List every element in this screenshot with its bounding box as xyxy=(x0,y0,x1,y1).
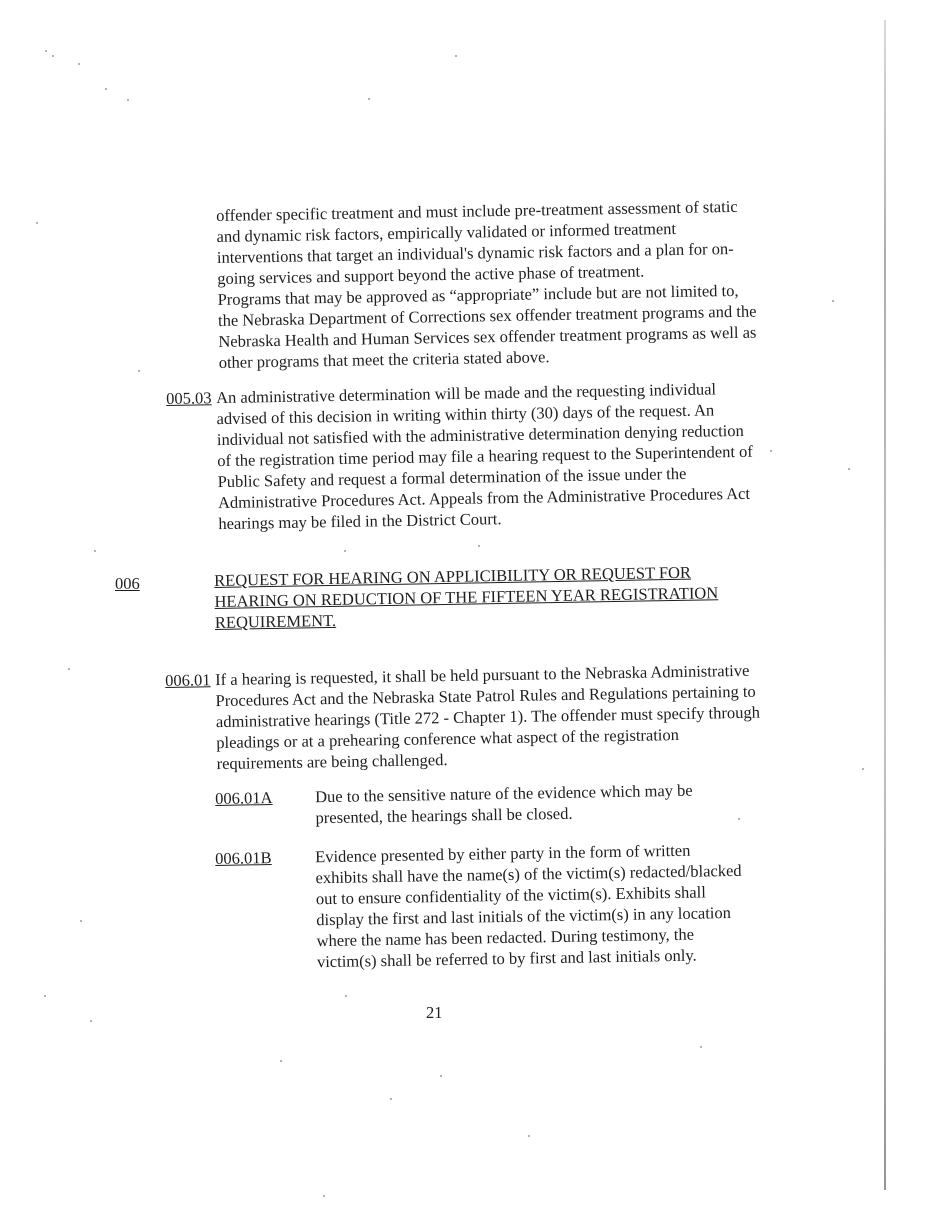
scan-speck xyxy=(862,768,864,770)
scan-speck xyxy=(440,1075,442,1077)
intro-paragraph-programs: Programs that may be approved as “appropriate” include but are not limited to, the Nebraska Department of Corrections sex offender treatment programs and the Nebraska Health and Human Services sex offender treatment programs as well as other programs that meet the criteria stated above. xyxy=(217,280,757,372)
scan-speck xyxy=(52,55,54,57)
scan-speck xyxy=(344,550,346,552)
scan-speck xyxy=(45,50,47,52)
section-text: An administrative determination will be made and the requesting individual advised of this decision in writing within thirty (30) days of the request. An individual not satisfied with the administrative determination denying reduction of the registration time period may file a hearing request to the Superintendent of Public Safety and request a formal determination of the issue under the Administrative Procedures Act. Appeals from the Administrative Procedures Act hearings may be filed in the District Court. xyxy=(216,379,753,534)
scan-speck xyxy=(390,1098,392,1100)
scan-speck xyxy=(345,995,347,997)
scan-speck xyxy=(36,222,38,224)
scan-speck xyxy=(105,88,107,90)
scan-speck xyxy=(528,1135,530,1137)
scan-speck xyxy=(94,550,96,552)
section-text: If a hearing is requested, it shall be held pursuant to the Nebraska Administrative Procedures Act and the Nebraska State Patrol Rules and Regulations pertaining to administrative hearings (Title 272 - Chapter 1). The offender must specify through pleadings or at a prehearing conference what aspect of the registration requirements are being challenged. xyxy=(215,660,761,774)
scan-speck xyxy=(478,545,480,547)
page-number: 21 xyxy=(426,1003,443,1022)
scan-speck xyxy=(280,1060,282,1062)
intro-paragraph-text: offender specific treatment and must include pre-treatment assessment of static and dynamic risk factors, empirically validated or informed treatment interventions that target an individual's dynamic risk factors and a plan for on-going services and support beyond the active phase of treatment. xyxy=(216,196,738,288)
scan-speck xyxy=(832,300,834,302)
subsection-number: 006.01B xyxy=(215,848,272,868)
scan-speck xyxy=(323,1195,325,1197)
scan-speck xyxy=(368,98,370,100)
section-number: 006.01 xyxy=(165,670,211,690)
section-006-01a xyxy=(215,779,756,830)
scan-speck xyxy=(127,99,129,101)
subsection-number: 006.01A xyxy=(215,787,273,808)
scan-speck xyxy=(770,450,772,452)
scan-speck xyxy=(700,1046,702,1048)
section-006-01 xyxy=(165,660,767,775)
subsection-text: Evidence presented by either party in the form of written exhibits shall have the name(s) of the victim(s) redacted/blacked out to ensure confidentiality of the victim(s). Exhibits shall display the first and last initials of the victim(s) in any location where the name has been redacted. During testimony, the victim(s) shall be referred to by first and last initials only. xyxy=(315,840,742,972)
section-number: 005.03 xyxy=(166,388,212,408)
scan-speck xyxy=(455,55,457,57)
scan-speck xyxy=(848,468,850,470)
scan-speck xyxy=(90,1020,92,1022)
scan-speck xyxy=(138,370,140,372)
section-006-number: 006 xyxy=(115,574,140,593)
scan-edge-line xyxy=(884,20,886,1190)
section-006-title: REQUEST FOR HEARING ON APPLICIBILITY OR REQUEST FOR HEARING ON REDUCTION OF THE FIFTEEN YEAR REGISTRATION REQUIREMENT. xyxy=(214,562,719,632)
section-006-01b xyxy=(215,839,757,974)
section-005-03 xyxy=(166,378,768,535)
scan-speck xyxy=(80,920,82,922)
scan-speck xyxy=(44,995,46,997)
scan-speck xyxy=(68,668,70,670)
subsection-text: Due to the sensitive nature of the evidence which may be presented, the hearings shall be closed. xyxy=(315,780,693,828)
scan-speck xyxy=(78,63,80,65)
intro-paragraph xyxy=(216,196,759,373)
